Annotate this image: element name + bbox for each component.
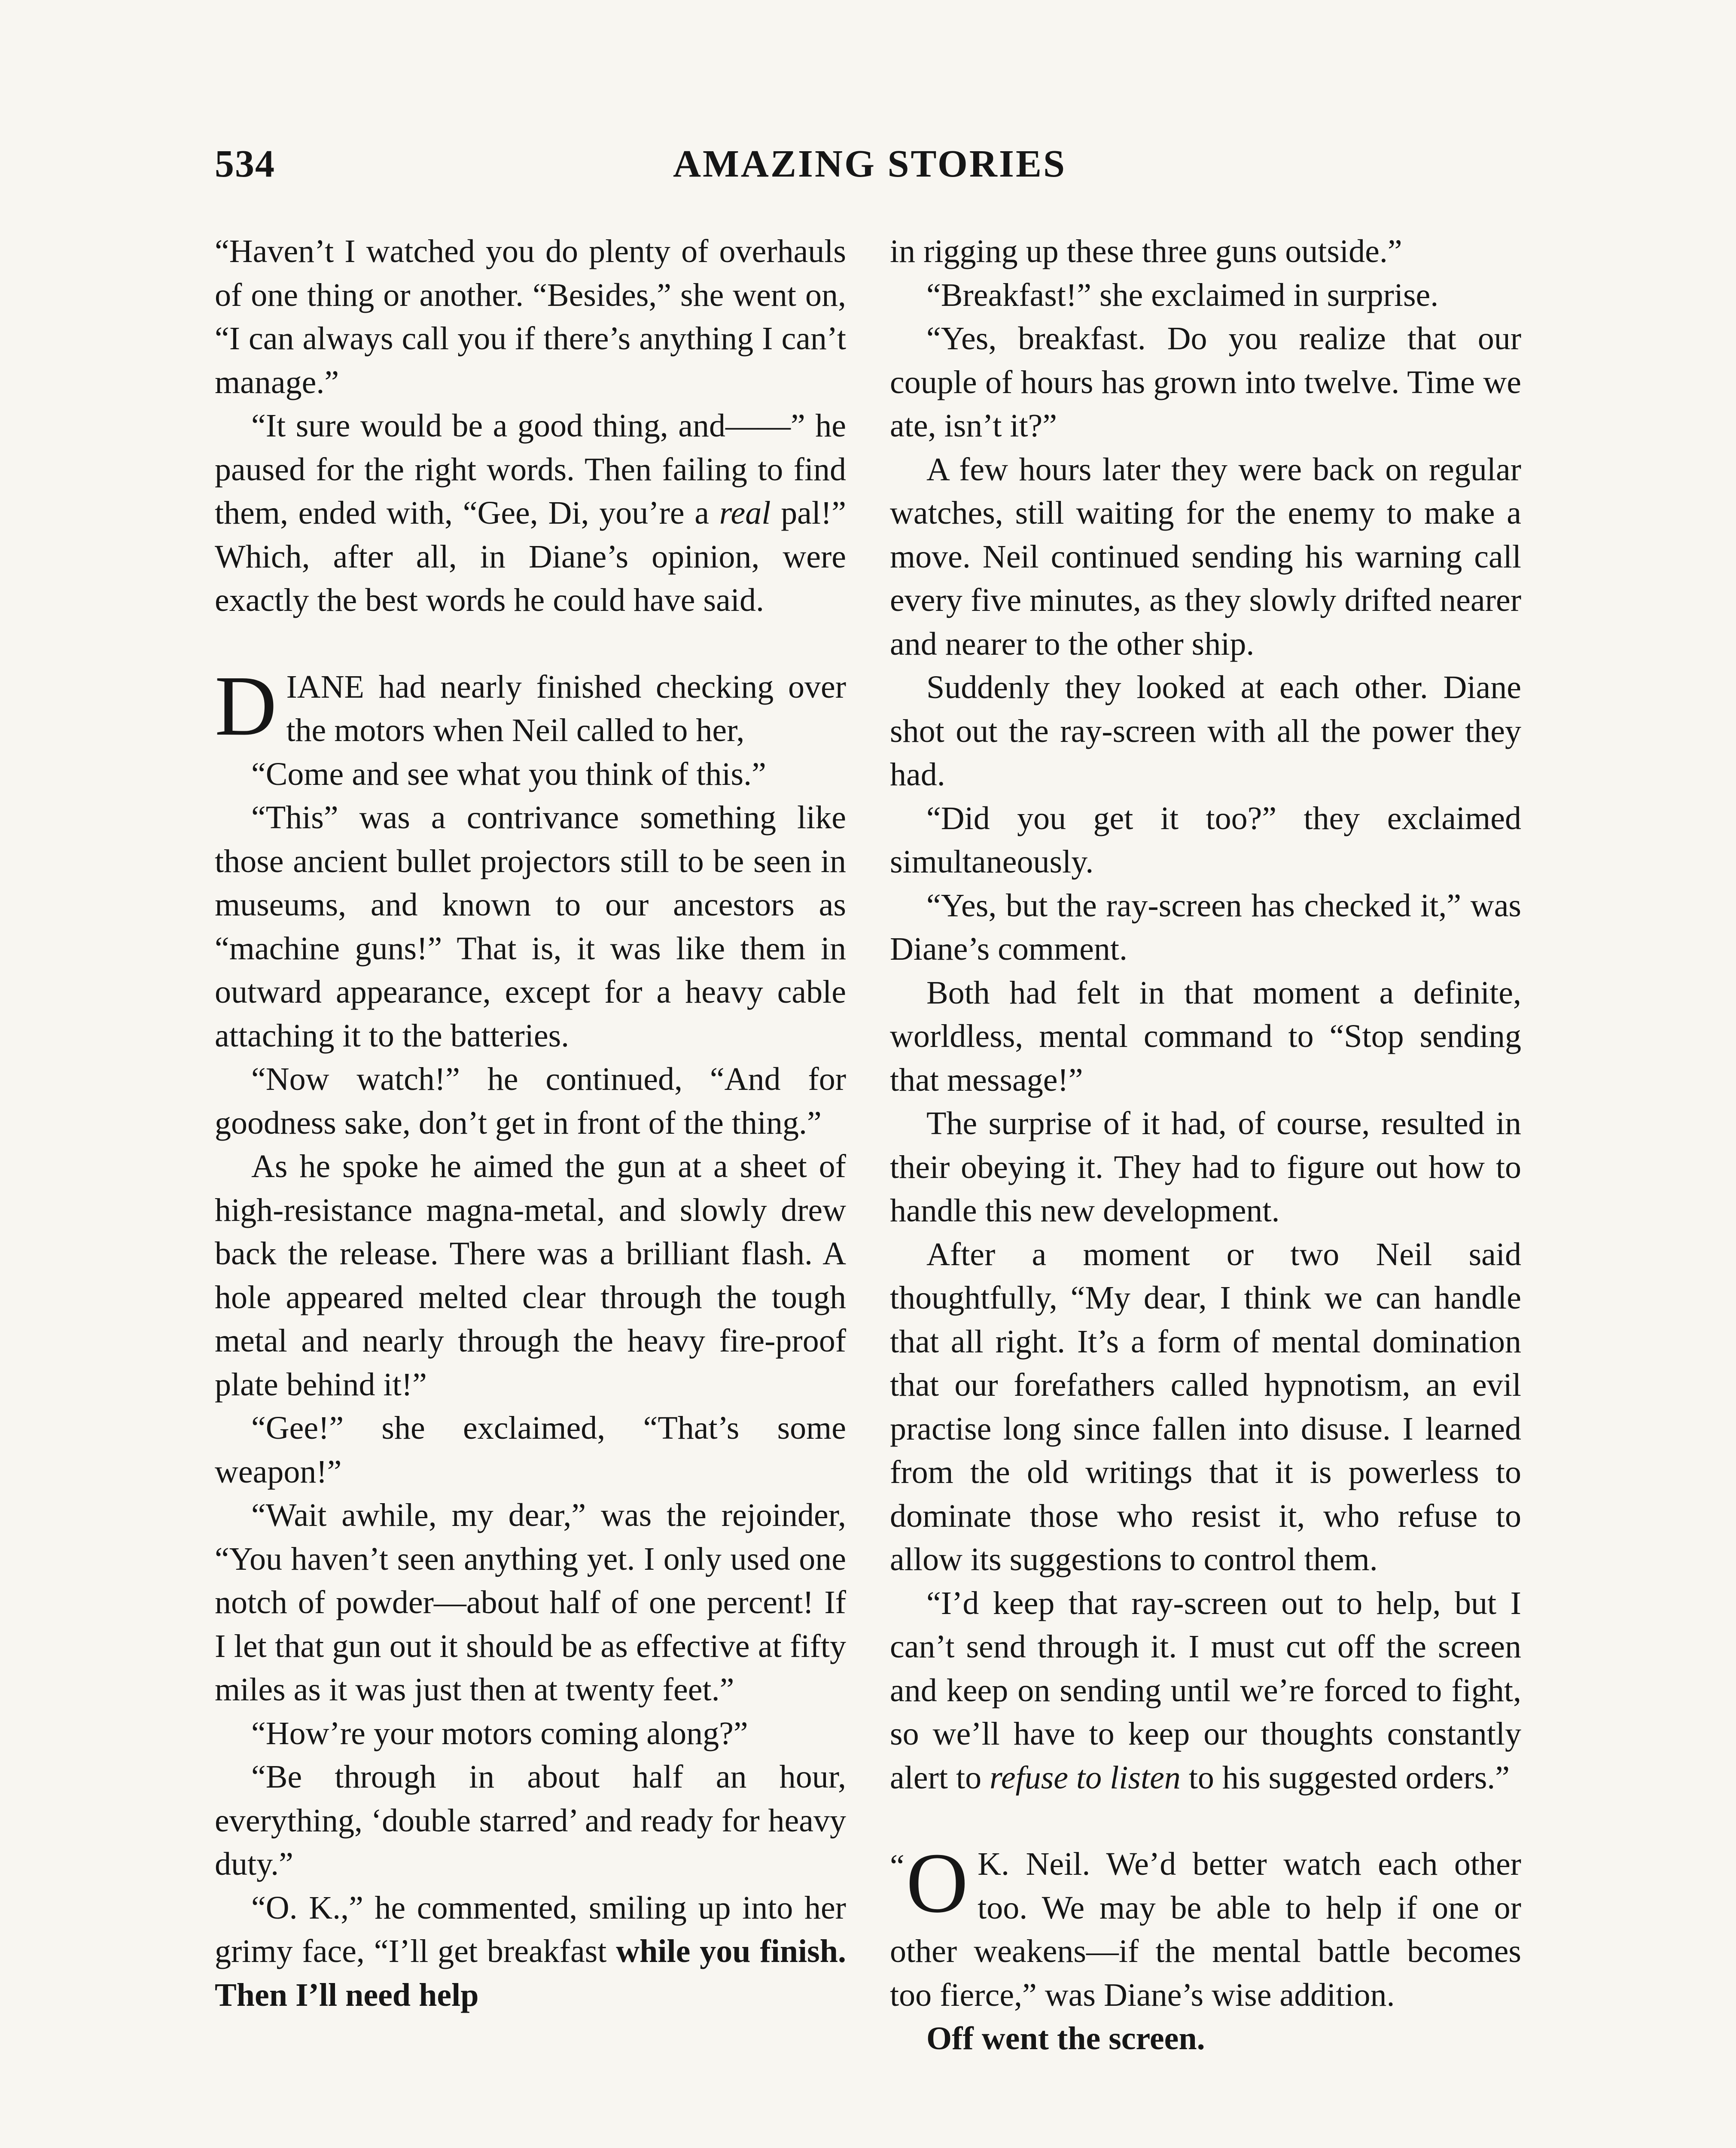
section-opening-paragraph	[215, 658, 846, 754]
paragraph: “Did you get it too?” they exclaimed simultaneously.	[890, 800, 1521, 880]
italic-text: real	[719, 495, 771, 531]
paragraph: A few hours later they were back on regular watches, still waiting for the enemy to make a move. Neil continued sending his warning call every five minutes, as they slowly drifted nearer and nearer to the other ship.	[890, 451, 1521, 662]
paragraph: The surprise of it had, of course, resulted in their obeying it. They had to figure out how to handle this new development.	[890, 1105, 1521, 1229]
text-run: IANE had nearly finished checking over the motors when Neil called to her,	[286, 668, 846, 748]
bold-text: while you finish. Then I’ll need help	[215, 1933, 846, 2013]
drop-cap: D	[215, 658, 277, 754]
paragraph: in rigging up these three guns outside.”	[890, 233, 1402, 269]
paragraph: “Yes, but the ray-screen has checked it,” was Diane’s comment.	[890, 887, 1521, 967]
paragraph: “How’re your motors coming along?”	[251, 1715, 748, 1751]
paragraph: Off went the screen.	[926, 2020, 1205, 2056]
text-run: pal!” Which, after all, in Diane’s opinion, were exactly the best words he could have said.	[215, 495, 846, 618]
paragraph: “Gee!” she exclaimed, “That’s some weapon!”	[215, 1410, 846, 1490]
paragraph: After a moment or two Neil said thoughtfully, “My dear, I think we can handle that all right. It’s a form of mental domination that our forefathers called hypnotism, an evil practise long since fallen into disuse. I learned from the old writings that it is powerless to dominate those who resist it, who refuse to allow its suggestions to control them.	[890, 1236, 1521, 1577]
right-column	[890, 230, 1521, 2061]
text-run: “I’d keep that ray-screen out to help, but I can’t send through it. I must cut off the screen and keep on sending until we’re forced to fight, so we’ll have to keep our thoughts constantly alert to	[890, 1585, 1521, 1796]
paragraph: “Yes, breakfast. Do you realize that our couple of hours has grown into twelve. Time we ate, isn’t it?”	[890, 320, 1521, 444]
left-column	[215, 230, 846, 2017]
magazine-title: AMAZING STORIES	[673, 143, 1067, 185]
paragraph: As he spoke he aimed the gun at a sheet of high-resistance magna-metal, and slowly drew back the release. There was a brilliant flash. A hole appeared melted clear through the tough metal and nearly through the heavy fire-proof plate behind it!”	[215, 1148, 846, 1403]
paragraph: Both had felt in that moment a definite, worldless, mental command to “Stop sending that message!”	[890, 974, 1521, 1098]
paragraph: “Be through in about half an hour, everything, ‘double starred’ and ready for heavy duty.”	[215, 1759, 846, 1882]
paragraph	[215, 404, 846, 622]
text-run: K. Neil. We’d better watch each other too. We may be able to help if one or other weakens—if the mental battle becomes too fierce,” was Diane’s wise addition.	[890, 1846, 1521, 2013]
paragraph	[215, 1886, 846, 2017]
paragraph: “Wait awhile, my dear,” was the rejoinder, “You haven’t seen anything yet. I only used one notch of powder—about half of one percent! If I let that gun out it should be as effective at fifty miles as it was just then at twenty feet.”	[215, 1497, 846, 1708]
drop-cap: O	[906, 1836, 969, 1931]
text-run: “O. K.,” he commented, smiling up into her grimy face, “I’ll get breakfast	[215, 1889, 846, 1969]
text-run: to his suggested orders.”	[1180, 1759, 1510, 1796]
paragraph: “This” was a contrivance something like those ancient bullet projectors still to be seen in museums, and known to our ancestors as “machine guns!” That is, it was like them in outward appearance, except for a heavy cable attaching it to the batteries.	[215, 799, 846, 1054]
paragraph	[890, 1582, 1521, 1800]
text-run: “It sure would be a good thing, and——” he paused for the right words. Then failing to find them, ended with, “Gee, Di, you’re a	[215, 408, 846, 531]
page-number: 534	[215, 143, 275, 185]
paragraph: “Now watch!” he continued, “And for goodness sake, don’t get in front of the thing.”	[215, 1061, 846, 1141]
section-opening-paragraph	[890, 1836, 1521, 2017]
paragraph: Suddenly they looked at each other. Diane shot out the ray-screen with all the power they had.	[890, 669, 1521, 793]
paragraph: “Come and see what you think of this.”	[251, 756, 766, 792]
paragraph: “Haven’t I watched you do plenty of overhauls of one thing or another. “Besides,” she went on, “I can always call you if there’s anything I can’t manage.”	[215, 233, 846, 400]
paragraph: “Breakfast!” she exclaimed in surprise.	[926, 277, 1439, 313]
page-header	[215, 142, 1525, 193]
italic-text: refuse to listen	[990, 1759, 1181, 1796]
open-quote: “	[890, 1848, 905, 1884]
